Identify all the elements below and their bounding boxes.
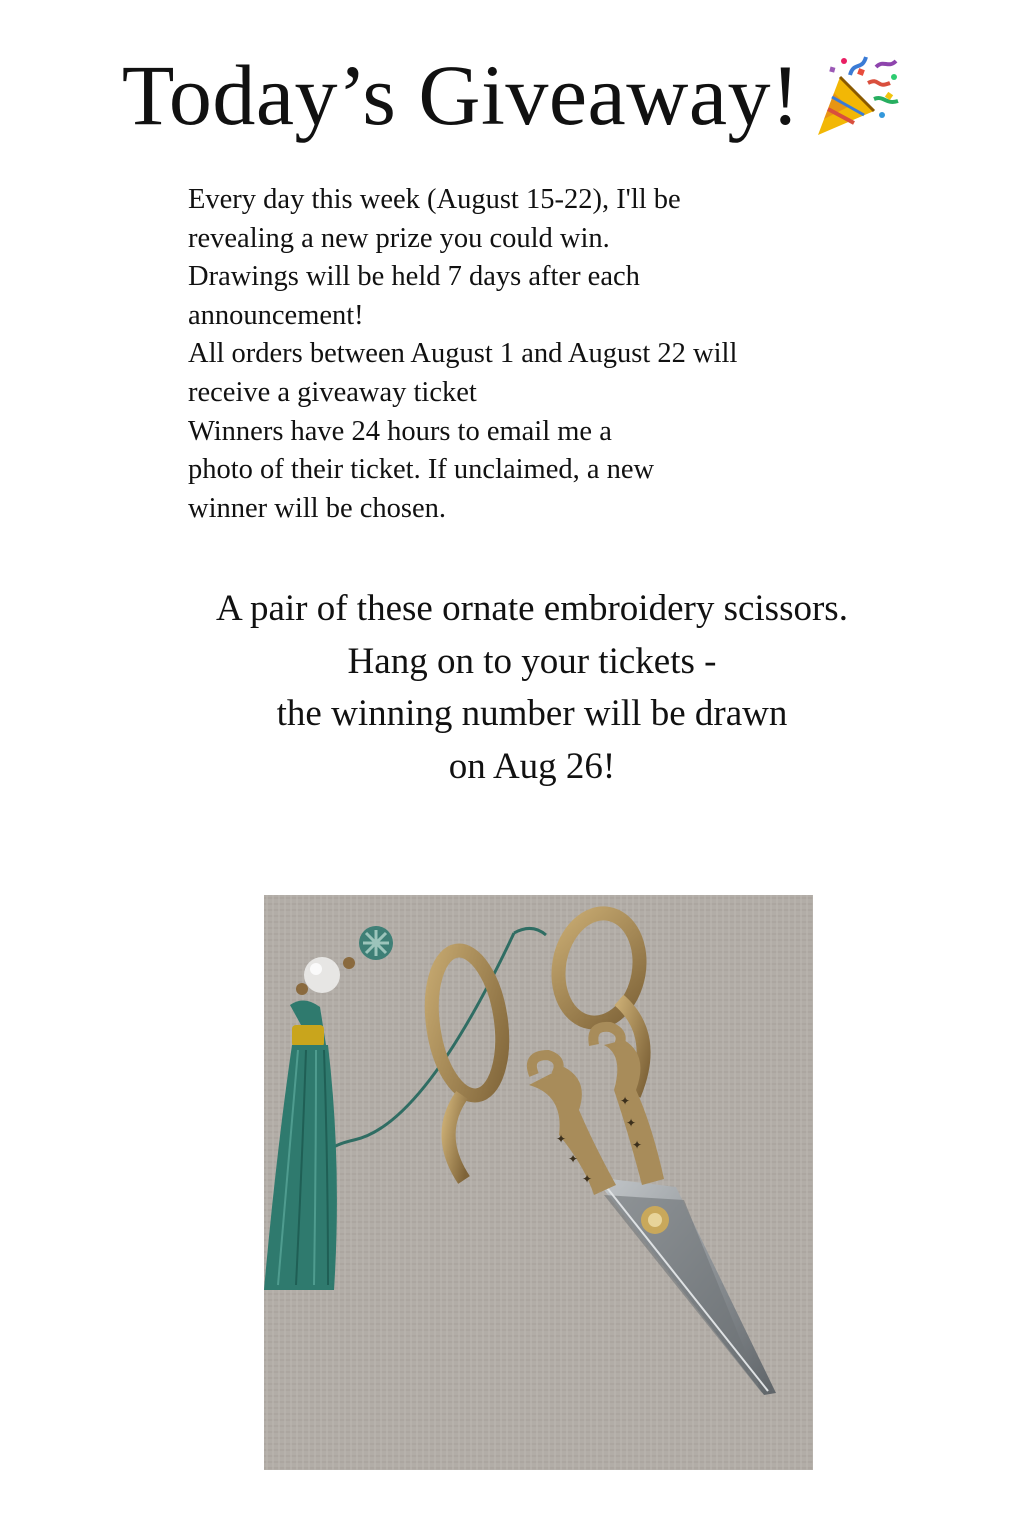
rules-line: Winners have 24 hours to email me a xyxy=(188,415,612,447)
rules-line: Drawings will be held 7 days after each xyxy=(188,261,640,293)
svg-text:✦: ✦ xyxy=(632,1138,643,1152)
rules-line: Every day this week (August 15-22), I'll be xyxy=(188,184,681,215)
title-row xyxy=(0,40,1024,150)
rules-line: revealing a new prize you could win. xyxy=(188,222,610,254)
rules-line: winner will be chosen. xyxy=(188,492,447,524)
svg-text:✦: ✦ xyxy=(582,1172,593,1186)
page-title: Today’s Giveaway! xyxy=(121,47,801,143)
white-bead xyxy=(304,957,340,993)
announcement-line: on Aug 26! xyxy=(448,745,616,787)
announcement-line: the winning number will be drawn xyxy=(276,693,788,734)
rules-line: photo of their ticket. If unclaimed, a new xyxy=(188,454,655,486)
svg-text:✦: ✦ xyxy=(620,1094,631,1108)
announcement-line: Hang on to your tickets - xyxy=(347,640,717,682)
rules-line: announcement! xyxy=(188,299,364,331)
knot-bead xyxy=(359,926,393,960)
embroidery-scissors-photo xyxy=(264,895,813,1470)
svg-text:✦: ✦ xyxy=(568,1152,579,1166)
svg-text:✦: ✦ xyxy=(556,1132,567,1146)
giveaway-rules xyxy=(188,181,888,528)
announcement-line: A pair of these ornate embroidery scissors. xyxy=(216,588,848,629)
rules-line: All orders between August 1 and August 22 will xyxy=(188,338,738,370)
party-popper-icon xyxy=(810,49,902,141)
svg-text:✦: ✦ xyxy=(626,1116,637,1130)
prize-announcement xyxy=(60,583,1004,793)
rules-line: receive a giveaway ticket xyxy=(188,376,477,408)
